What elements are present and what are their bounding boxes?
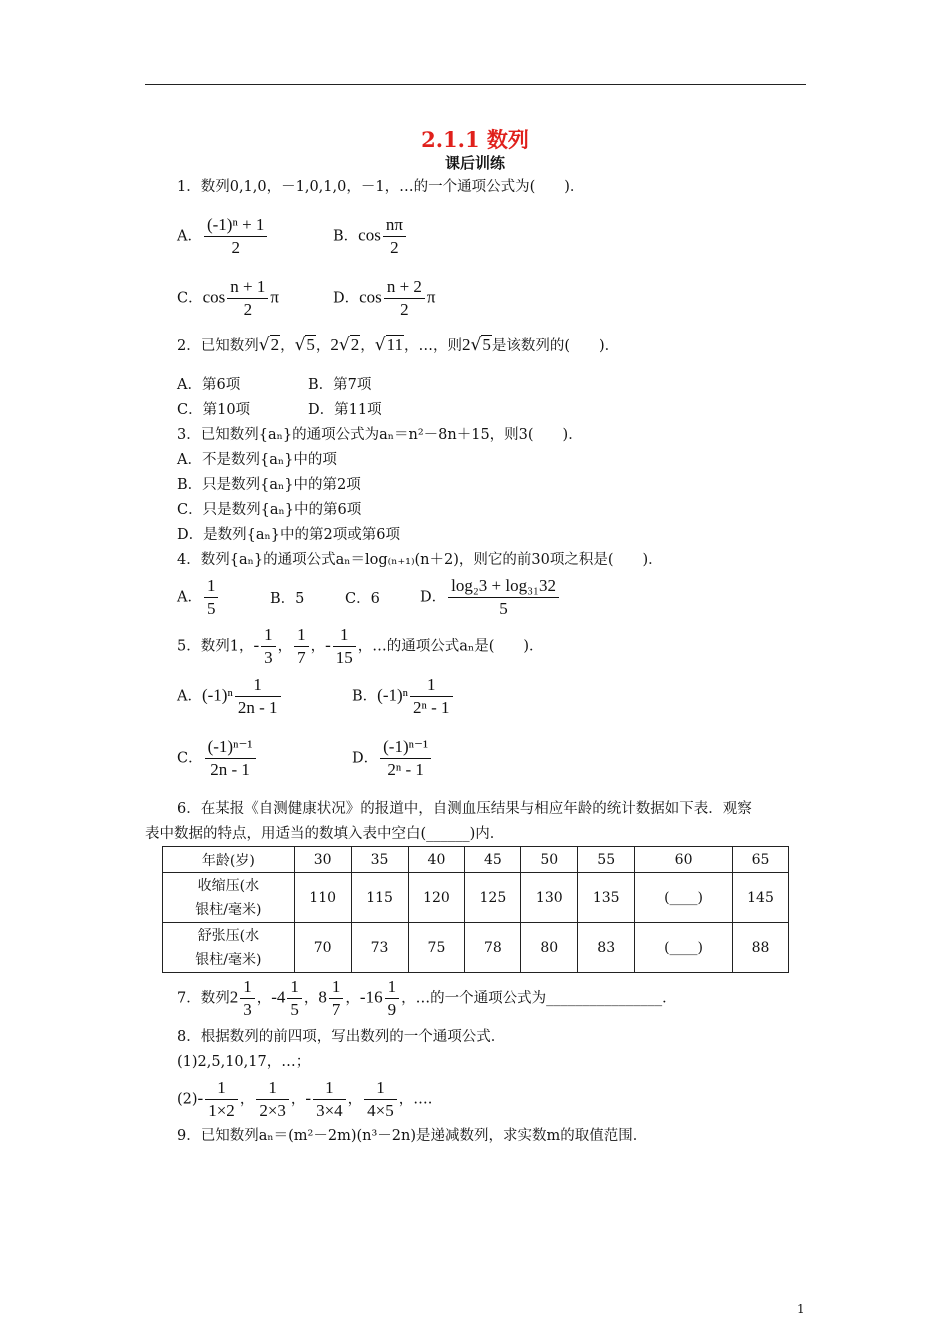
q1-option-b: B．cos $\frac{n\pi}{2}$	[333, 214, 408, 259]
q4-stem: 4．数列{aₙ}的通项公式aₙ＝log₍ₙ₊₁₎(n＋2)，则它的前30项之积是( )．	[177, 552, 663, 568]
q2-option-d: D．第11项	[308, 402, 382, 418]
table-header-cell: 55	[578, 847, 635, 873]
table-cell: 70	[294, 923, 351, 973]
q8-stem: 8．根据数列的前四项，写出数列的一个通项公式．	[177, 1029, 506, 1045]
table-header-cell: 45	[465, 847, 521, 873]
q4-option-a: A． $\frac{1}{5}$	[177, 575, 220, 620]
table-header-row	[163, 847, 789, 873]
table-header-cell: 30	[294, 847, 351, 873]
q6-line-1: 6．在某报《自测健康状况》的报道中，自测血压结果与相应年龄的统计数据如下表．观察	[177, 801, 752, 817]
q1-d-fraction: $\frac{n + 2}{2}$	[384, 276, 425, 321]
table-row	[163, 873, 789, 923]
q4-option-c: C．6	[345, 591, 380, 607]
table-cell: 135	[578, 873, 635, 923]
q6-line-2: 表中数据的特点，用适当的数填入表中空白(______)内．	[145, 826, 505, 842]
table-cell: 83	[578, 923, 635, 973]
page-title: 2.1.1 数列	[421, 127, 529, 152]
q5-option-b: B．(-1)ⁿ $\frac{1}{\text{2ⁿ - 1}}$	[352, 674, 455, 719]
q4-d-fraction: $\frac{\text{log₂3 + log₃₁32}}{5}$	[448, 575, 559, 620]
table-header-cell: 65	[732, 847, 788, 873]
table-cell: 73	[351, 923, 408, 973]
q2-stem: 2．已知数列√2，√5，2√2，√11，…，则2√5是该数列的( )．	[177, 335, 620, 355]
table-header-cell: 年龄(岁)	[163, 847, 295, 873]
table-cell: 80	[521, 923, 578, 973]
table-cell: 120	[408, 873, 465, 923]
q1-b-fraction: $\frac{n\pi}{2}$	[383, 214, 406, 259]
row-label: 收缩压(水 银柱/毫米)	[163, 873, 295, 923]
table-cell: 145	[732, 873, 788, 923]
q3-option-b: B．只是数列{aₙ}中的第2项	[177, 477, 361, 493]
q3-option-c: C．只是数列{aₙ}中的第6项	[177, 502, 362, 518]
table-header-cell: 50	[521, 847, 578, 873]
table-blank-cell: (____)	[635, 873, 733, 923]
q5-stem: 5．数列1，- $\frac{1}{3}$ ， $\frac{1}{7}$ ，- $\frac{1}{15}$ ，…的通项公式aₙ是( )．	[177, 625, 544, 667]
table-cell: 115	[351, 873, 408, 923]
q9-stem: 9．已知数列aₙ＝(m²－2m)(n³－2n)是递减数列，求实数m的取值范围．	[177, 1128, 648, 1144]
table-cell: 88	[732, 923, 788, 973]
table-cell: 75	[408, 923, 465, 973]
q1-c-fraction: $\frac{n + 1}{2}$	[227, 276, 268, 321]
q2-option-b: B．第7项	[308, 377, 372, 393]
q3-stem: 3．已知数列{aₙ}的通项公式为aₙ＝n²－8n＋15，则3( )．	[177, 427, 583, 443]
q1-option-d: D．cos $\frac{n + 2}{2}$ π	[333, 277, 436, 319]
page-number: 1	[797, 1302, 805, 1316]
q2-option-a: A．第6项	[177, 377, 241, 393]
q1-option-c: C．cos $\frac{n + 1}{2}$ π	[177, 277, 279, 319]
table-header-cell: 40	[408, 847, 465, 873]
table-cell: 130	[521, 873, 578, 923]
table-cell: 125	[465, 873, 521, 923]
q2-option-c: C．第10项	[177, 402, 251, 418]
table-header-cell: 60	[635, 847, 733, 873]
q8-part-1: (1)2,5,10,17，…；	[177, 1054, 311, 1070]
table-cell: 78	[465, 923, 521, 973]
q4-a-fraction: $\frac{1}{5}$	[204, 575, 219, 620]
blood-pressure-table	[162, 846, 789, 973]
page-subtitle: 课后训练	[444, 154, 505, 172]
q5-option-d: D． $\frac{\text{(-1)ⁿ⁻¹}}{\text{2ⁿ - 1}}$	[352, 736, 433, 781]
q5-option-c: C． $\frac{\text{(-1)ⁿ⁻¹}}{2n - 1}$	[177, 736, 258, 781]
table-cell: 110	[294, 873, 351, 923]
q1-stem: 1．数列0,1,0，－1,0,1,0，－1，…的一个通项公式为( )．	[177, 179, 585, 195]
q3-option-d: D．是数列{aₙ}中的第2项或第6项	[177, 527, 400, 543]
q1-option-a: A． $\frac{\text{(-1)ⁿ + 1}}{2}$	[177, 214, 269, 259]
table-header-cell: 35	[351, 847, 408, 873]
q3-option-a: A．不是数列{aₙ}中的项	[177, 452, 337, 468]
row-label: 舒张压(水 银柱/毫米)	[163, 923, 295, 973]
q4-option-d: D． $\frac{\text{log₂3 + log₃₁32}}{5}$	[420, 575, 561, 620]
header-rule	[145, 84, 806, 85]
q4-option-b: B．5	[270, 591, 305, 607]
table-row	[163, 923, 789, 973]
q1-a-fraction: $\frac{\text{(-1)ⁿ + 1}}{2}$	[204, 214, 267, 259]
table-blank-cell: (____)	[635, 923, 733, 973]
q8-part-2: (2)- $\frac{1}{1\times 2}$ ， $\frac{1}{2\times 3}$ ，- $\frac{1}{3\times 4}$ ， $\frac{1}{4\times 5}$ ，….	[177, 1078, 433, 1120]
q5-option-a: A．(-1)ⁿ $\frac{1}{2n - 1}$	[177, 674, 283, 719]
q7-stem: 7．数列2 $\frac{1}{3}$ ，-4 $\frac{1}{5}$ ，8 $\frac{1}{7}$ ，-16 $\frac{1}{9}$ ，…的一个通项公式为________________．	[177, 977, 677, 1019]
